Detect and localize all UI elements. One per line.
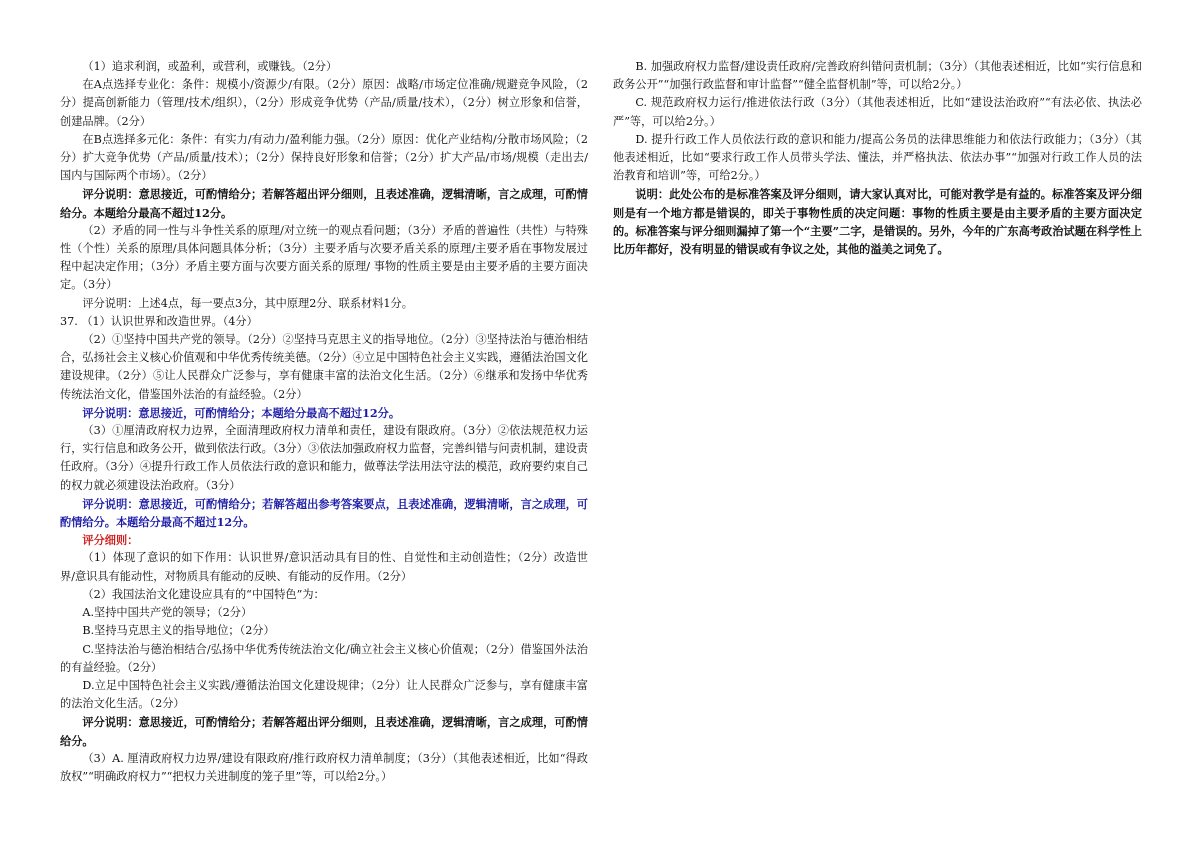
right-column xyxy=(613,58,1142,258)
detail-2-c: C.坚持法治与德治相结合/弘扬中华优秀传统法治文化/确立社会主义核心价值观；（2分）借鉴国外法治的有益经验。（2分） xyxy=(60,642,588,674)
scoring-note-1: 评分说明：意思接近，可酌情给分；若解答超出评分细则，且表述准确，逻辑清晰，言之成理，可酌情给分。本题给分最高不超过12分。 xyxy=(60,187,588,220)
answer-1-2: （2）矛盾的同一性与斗争性关系的原理/对立统一的观点看问题；（3分）矛盾的普遍性（共性）与特殊性（个性）关系的原理/具体问题具体分析；（3分）主要矛盾与次要矛盾关系的原理/主要矛盾在事物发展过程中起决定作用；（3分）矛盾主要方面与次要方面关系的原理/ 事物的性质主要是由主要矛盾的主要方面决定。（3分） xyxy=(60,223,588,292)
scoring-note-3: 评分说明：意思接近，可酌情给分；本题给分最高不超过12分。 xyxy=(82,405,401,420)
answer-1-1: （1）追求利润，或盈利，或营利，或赚钱。（2分） xyxy=(82,60,338,73)
detail-3-d: D. 提升行政工作人员依法行政的意识和能力/提高公务员的法律思维能力和依法行政能力；（3分）（其他表述相近，比如“要求行政工作人员带头学法、懂法，并严格执法、依法办事”“加强对行政工作人员的法治教育和培训”等，可给2分。） xyxy=(613,132,1142,183)
detail-2-b: B.坚持马克思主义的指导地位；（2分） xyxy=(82,624,275,638)
answer-point-b: 在B点选择多元化：条件：有实力/有动力/盈利能力强。（2分）原因：优化产业结构/分散市场风险；（2分）扩大竞争优势（产品/质量/技术）；（2分）保持良好形象和信誉；（2分）扩大产品/市场/规模（走出去/国内与国际两个市场）。（2分） xyxy=(60,132,588,183)
scoring-note-5: 评分说明：意思接近，可酌情给分；若解答超出评分细则，且表述准确，逻辑清晰，言之成理，可酌情给分。 xyxy=(60,715,588,748)
answer-37-2: （2）①坚持中国共产党的领导。（2分）②坚持马克思主义的指导地位。（2分）③坚持法治与德治相结合，弘扬社会主义核心价值观和中华优秀传统美德。（2分）④立足中国特色社会主义实践，遵循法治国文化建设规律。（2分）⑤让人民群众广泛参与，享有健康丰富的法治文化生活。（2分）⑥继承和发扬中华优秀传统法治文化，借鉴国外法治的有益经验。（2分） xyxy=(60,333,588,401)
answer-37-3: （3）①厘清政府权力边界，全面清理政府权力清单和责任，建设有限政府。（3分）②依法规范权力运行，实行信息和政务公开，做到依法行政。（3分）③依法加强政府权力监督，完善纠错与问责机制，建设责任政府。（3分）④提升行政工作人员依法行政的意识和能力，做尊法学法用法守法的模范，政府要约束自己的权力就必须建设法治政府。（3分） xyxy=(60,424,588,492)
detail-2-intro: （2）我国法治文化建设应具有的“中国特色”为： xyxy=(82,587,325,601)
detail-2-a: A.坚持中国共产党的领导；（2分） xyxy=(82,606,253,620)
detail-3-b: B. 加强政府权力监督/建设责任政府/完善政府纠错问责机制；（3分）（其他表述相近，比如“实行信息和政务公开”“加强行政监督和审计监督”“健全监督机制”等，可以给2分。） xyxy=(613,60,1142,92)
detail-3-c: C. 规范政府权力运行/推进依法行政（3分）（其他表述相近，比如“建设法治政府”“有法必依、执法必严”等，可以给2分。） xyxy=(613,96,1142,128)
detail-3-a: （3）A. 厘清政府权力边界/建设有限政府/推行政府权力清单制度；（3分）（其他表述相近，比如“得政放权”“明确政府权力”“把权力关进制度的笼子里”等，可以给2分。） xyxy=(60,751,588,783)
question-37-1: 37. （1）认识世界和改造世界。（4分） xyxy=(60,314,258,328)
scoring-note-2: 评分说明：上述4点，每一要点3分，其中原理2分、联系材料1分。 xyxy=(82,296,413,310)
answer-point-a: 在A点选择专业化：条件：规模小/资源少/有限。（2分）原因：战略/市场定位准确/规避竞争风险，（2分）提高创新能力（管理/技术/组织），（2分）形成竞争优势（产品/质量/技术），（2分）树立形象和信誉，创建品牌。（2分） xyxy=(60,78,588,128)
detail-2-d: D.立足中国特色社会主义实践/遵循法治国文化建设规律；（2分）让人民群众广泛参与，享有健康丰富的法治文化生活。（2分） xyxy=(60,678,588,711)
detail-1: （1）体现了意识的如下作用：认识世界/意识活动具有目的性、自觉性和主动创造性；（2分）改造世界/意识具有能动性，对物质具有能动的反映、有能动的反作用。（2分） xyxy=(60,551,588,583)
left-column xyxy=(60,58,588,786)
editor-note: 说明：此处公布的是标准答案及评分细则，请大家认真对比，可能对教学是有益的。标准答案及评分细则是有一个地方都是错误的，即关于事物性质的决定问题：事物的性质主要是由主要矛盾的主要方面决定的。标准答案与评分细则漏掉了第一个“主要”二字，是错误的。另外，今年的广东高考政治试题在科学性上比历年都好，没有明显的错误或有争议之处，其他的溢美之词免了。 xyxy=(613,187,1142,257)
scoring-details-heading: 评分细则： xyxy=(82,533,139,548)
scoring-note-4: 评分说明：意思接近，可酌情给分；若解答超出参考答案要点，且表述准确，逻辑清晰，言之成理，可酌情给分。本题给分最高不超过12分。 xyxy=(60,496,588,530)
